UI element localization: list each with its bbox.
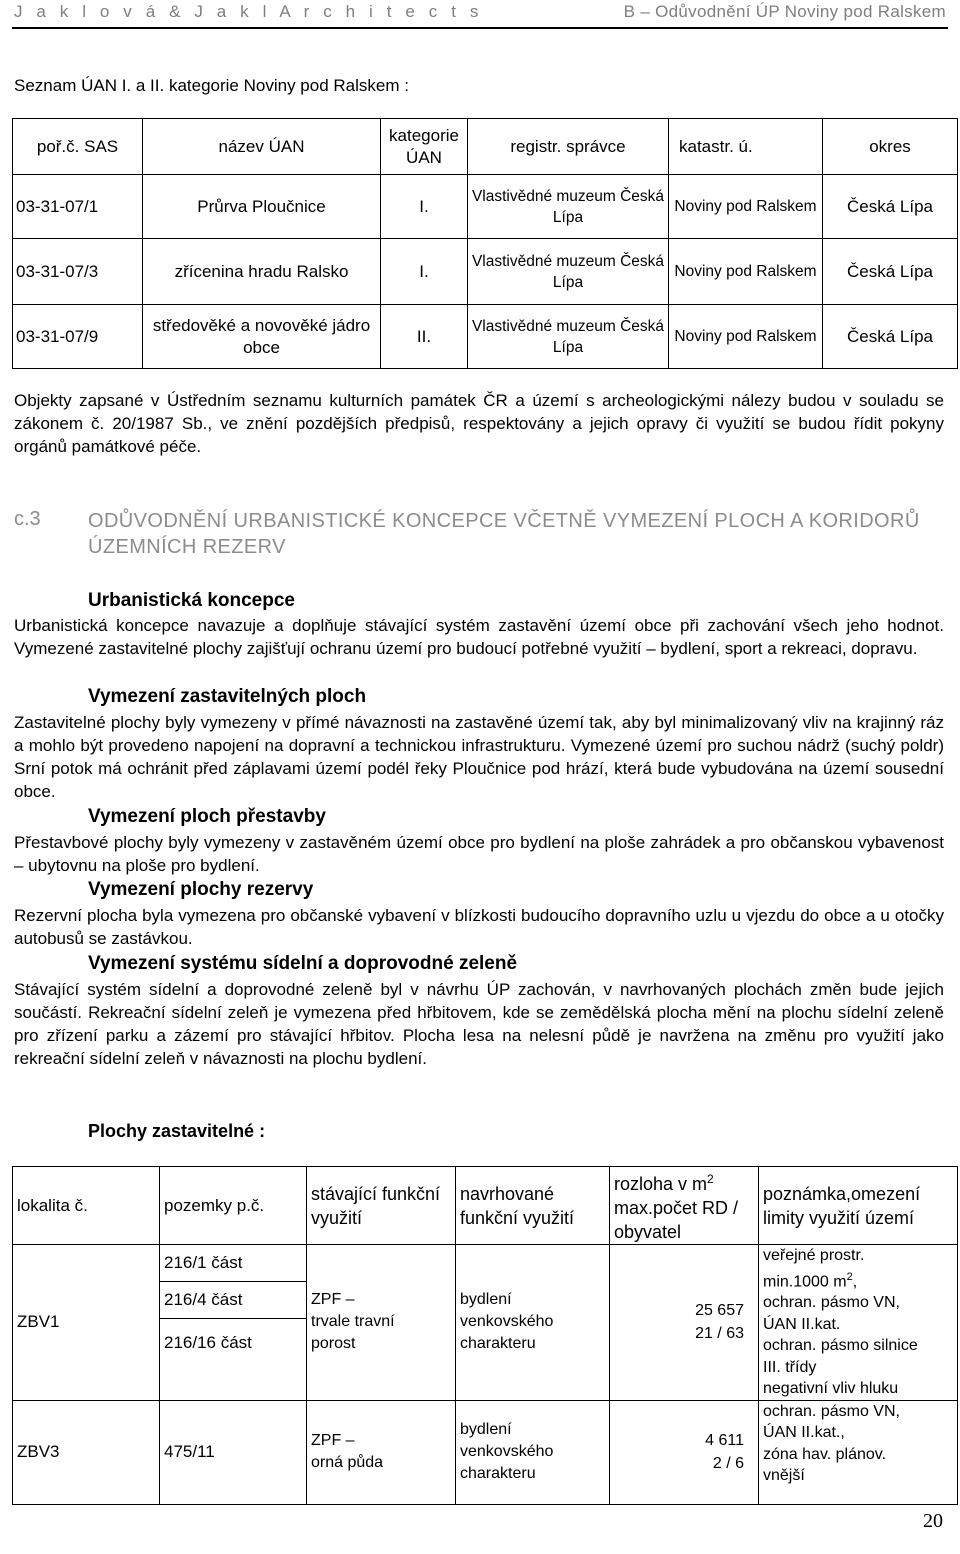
note-line: ochran. pásmo silnice	[763, 1337, 918, 1355]
uan-name: středověké a novověké jádro obce	[143, 305, 381, 369]
column-header: kategorie ÚAN	[381, 119, 468, 175]
table-row	[13, 1245, 958, 1282]
note-line: zóna hav. plánov.	[763, 1445, 887, 1463]
column-header: název ÚAN	[143, 119, 381, 175]
note-text: ,	[852, 1272, 858, 1290]
sas-number: 03-31-07/1	[13, 175, 143, 239]
locality-cell: ZBV1	[13, 1245, 160, 1401]
current-use-line: porost	[311, 1335, 356, 1353]
uan-category: II.	[381, 305, 468, 369]
parcel-cell: 216/1 část	[160, 1245, 307, 1282]
parcel-cell: 475/11	[160, 1400, 307, 1504]
uan-district: Česká Lípa	[823, 305, 958, 369]
capacity-value: 21 / 63	[695, 1325, 744, 1343]
current-use-cell	[307, 1400, 456, 1504]
column-header: navrhované funkční využití	[456, 1167, 610, 1245]
area-cell	[610, 1400, 759, 1504]
table-header-row	[13, 1167, 958, 1245]
current-use-line: ZPF –	[311, 1432, 355, 1450]
current-use-line: orná půda	[311, 1454, 384, 1472]
area-value: 25 657	[695, 1302, 744, 1320]
parcel-cell: 216/16 část	[160, 1318, 307, 1400]
plochy-table	[12, 1166, 958, 1505]
locality-cell: ZBV3	[13, 1400, 160, 1504]
header-divider	[12, 27, 948, 29]
objects-paragraph: Objekty zapsané v Ústředním seznamu kulturních památek ČR a území s archeologickými nálezy budou v souladu se zákonem č. 20/1987 Sb., ve znění pozdějších předpisů, respektovány a jejich opravy či využití se budou řídit pokyny orgánů památkové péče.	[14, 391, 944, 456]
note-line: veřejné prostr.	[763, 1247, 865, 1264]
current-use-line: ZPF –	[311, 1291, 355, 1309]
note-line: ÚAN II.kat.	[763, 1315, 841, 1333]
proposed-use-line: charakteru	[460, 1335, 536, 1353]
uan-category: I.	[381, 175, 468, 239]
proposed-use-line: venkovského	[460, 1313, 554, 1331]
uan-cadastre: Noviny pod Ralskem	[669, 305, 823, 369]
column-header: stávající funkční využití	[307, 1167, 456, 1245]
header-document-title: B – Odůvodnění ÚP Noviny pod Ralskem	[623, 2, 946, 21]
uan-name: zřícenina hradu Ralsko	[143, 239, 381, 305]
note-superscript: 2	[846, 1270, 853, 1283]
note-line: vnější	[763, 1467, 805, 1485]
urban-heading: Urbanistická koncepce	[88, 590, 295, 611]
section-number: c.3	[14, 508, 41, 530]
uan-name: Průrva Ploučnice	[143, 175, 381, 239]
capacity-label: max.počet RD / obyvatel	[614, 1198, 739, 1242]
column-header: lokalita č.	[13, 1167, 160, 1245]
proposed-use-line: bydlení	[460, 1421, 512, 1439]
note-cell	[759, 1245, 958, 1401]
area-label: rozloha v m	[614, 1174, 708, 1194]
column-header-area	[610, 1167, 759, 1245]
table-row	[13, 305, 958, 369]
page-number: 20	[923, 1510, 943, 1532]
proposed-use-cell	[456, 1245, 610, 1401]
rezerva-paragraph: Rezervní plocha byla vymezena pro občanské vybavení v blízkosti budoucího dopravního uzlu u vjezdu do obce a u otočky autobusů se zastávkou.	[14, 906, 944, 948]
uan-category: I.	[381, 239, 468, 305]
area-superscript: 2	[707, 1172, 714, 1186]
column-header: poznámka,omezení limity využití území	[759, 1167, 958, 1245]
uan-district: Česká Lípa	[823, 239, 958, 305]
prestavba-heading: Vymezení ploch přestavby	[88, 806, 326, 827]
note-cell	[759, 1400, 958, 1504]
prestavba-paragraph: Přestavbové plochy byly vymezeny v zastavěném území obce pro bydlení na ploše zahrádek a pro občanskou vybavenost – ubytovnu na ploše pro bydlení.	[14, 833, 944, 875]
table-row	[13, 1400, 958, 1504]
note-line: negativní vliv hluku	[763, 1380, 899, 1398]
header-company: J a k l o v á & J a k l A r c h i t e c t s	[14, 2, 483, 21]
list-title: Seznam ÚAN I. a II. kategorie Noviny pod Ralskem :	[14, 76, 409, 95]
proposed-use-line: bydlení	[460, 1291, 512, 1309]
uan-cadastre: Noviny pod Ralskem	[669, 175, 823, 239]
zastavitelne-paragraph: Zastavitelné plochy byly vymezeny v přímé návaznosti na zastavěné území tak, aby byl minimalizovaný vliv na krajinný ráz a mohlo být provedeno napojení na dopravní a technickou infrastrukturu. Vymezené území pro suchou nádrž (suchý poldr) Srní potok má ochránit před záplavami území podél řeky Ploučnice pod hrází, která bude vybudována na území sousední obce.	[14, 713, 944, 801]
note-text: min.1000 m	[763, 1272, 847, 1290]
table-header-row	[13, 119, 958, 175]
column-header: katastr. ú.	[669, 119, 823, 175]
urban-paragraph: Urbanistická koncepce navazuje a doplňuje stávající systém zastavění území obce při zachování všech jeho hodnot. Vymezené zastavitelné plochy zajišťují ochranu území pro budoucí potřebné využití – bydlení, sport a rekreaci, dopravu.	[14, 616, 944, 658]
table-row	[13, 239, 958, 305]
uan-district: Česká Lípa	[823, 175, 958, 239]
proposed-use-line: venkovského	[460, 1443, 554, 1461]
table-row	[13, 175, 958, 239]
column-header: okres	[823, 119, 958, 175]
area-value: 4 611	[705, 1432, 744, 1450]
plochy-title: Plochy zastavitelné :	[88, 1121, 266, 1141]
column-header: registr. správce	[468, 119, 669, 175]
uan-cadastre: Noviny pod Ralskem	[669, 239, 823, 305]
section-title: ODŮVODNĚNÍ URBANISTICKÉ KONCEPCE VČETNĚ VYMEZENÍ PLOCH A KORIDORŮ ÚZEMNÍCH REZERV	[88, 510, 920, 558]
column-header: pozemky p.č.	[160, 1167, 307, 1245]
zelen-heading: Vymezení systému sídelní a doprovodné zeleně	[88, 953, 518, 974]
uan-admin: Vlastivědné muzeum Česká Lípa	[468, 175, 669, 239]
parcel-cell: 216/4 část	[160, 1281, 307, 1318]
sas-number: 03-31-07/3	[13, 239, 143, 305]
sas-number: 03-31-07/9	[13, 305, 143, 369]
area-cell	[610, 1245, 759, 1401]
capacity-value: 2 / 6	[712, 1455, 744, 1473]
zelen-paragraph: Stávající systém sídelní a doprovodné zeleně byl v návrhu ÚP zachován, v navrhovaných plochách změn bude jejich součástí. Rekreační sídelní zeleň je vymezena před hřbitovem, kde se zemědělská plocha mění na plochu sídelní zeleně pro zřízení parku a zázemí pro stávající hřbitov. Plocha lesa na nelesní půdě je navržena na změnu pro využití jako rekreační sídelní zeleň v návaznosti na plochu bydlení.	[14, 980, 944, 1068]
note-line: ochran. pásmo VN,	[763, 1294, 900, 1312]
note-line: ochran. pásmo VN,	[763, 1402, 900, 1420]
rezerva-heading: Vymezení plochy rezervy	[88, 879, 314, 900]
uan-admin: Vlastivědné muzeum Česká Lípa	[468, 305, 669, 369]
current-use-line: trvale travní	[311, 1313, 395, 1331]
zastavitelne-heading: Vymezení zastavitelných ploch	[88, 686, 367, 707]
note-line	[763, 1267, 953, 1293]
proposed-use-cell	[456, 1400, 610, 1504]
current-use-cell	[307, 1245, 456, 1401]
note-line: III. třídy	[763, 1358, 817, 1376]
column-header: poř.č. SAS	[13, 119, 143, 175]
proposed-use-line: charakteru	[460, 1465, 536, 1483]
note-line: ÚAN II.kat.,	[763, 1424, 845, 1442]
uan-admin: Vlastivědné muzeum Česká Lípa	[468, 239, 669, 305]
uan-table	[12, 118, 958, 369]
